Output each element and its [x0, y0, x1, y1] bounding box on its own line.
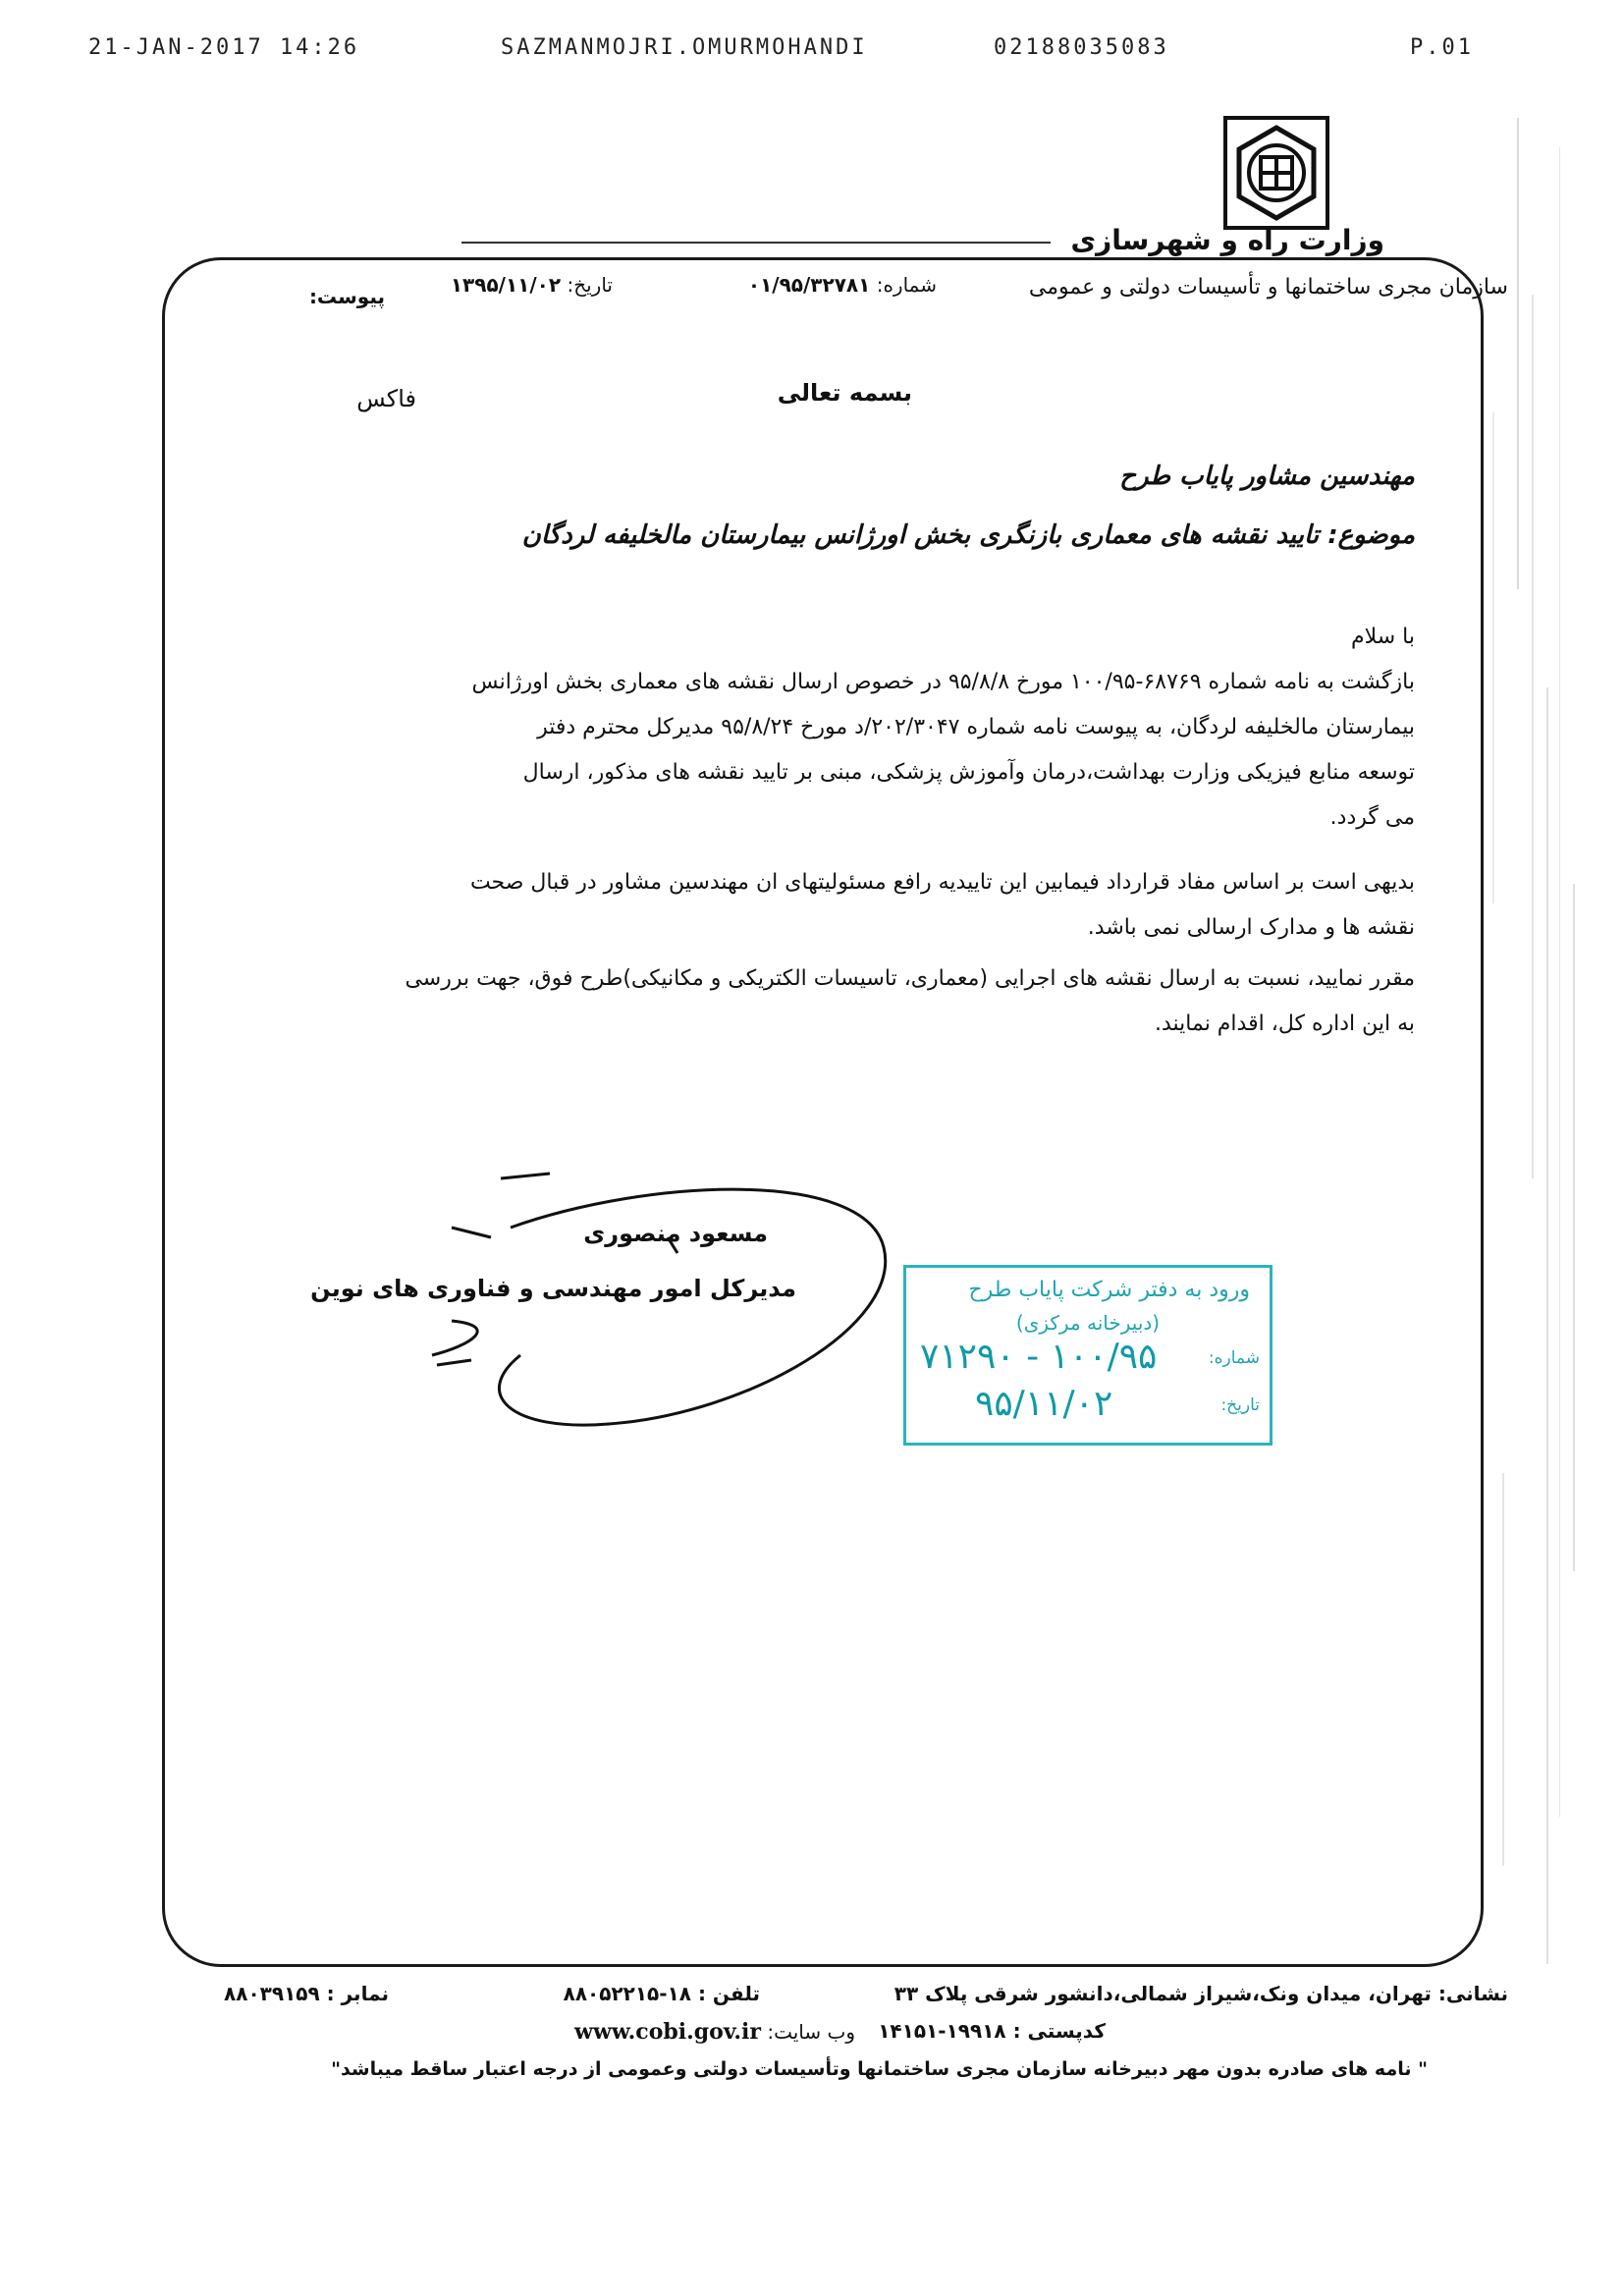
footer-postal-code: کدپستی : ۱۹۹۱۸-۱۴۱۵۱: [878, 2019, 1106, 2043]
ministry-name: وزارت راه و شهرسازی: [1070, 224, 1384, 256]
recipient: مهندسین مشاور پایاب طرح: [1119, 462, 1415, 491]
signatory-title: مدیرکل امور مهندسی و فناوری های نوین: [310, 1275, 796, 1302]
paragraph-line: بازگشت به نامه شماره ۶۸۷۶۹-۱۰۰/۹۵ مورخ ۹۵/۸/۸ در خصوص ارسال نقشه های معماری بخش اورژانس: [471, 670, 1415, 694]
paragraph-line: مقرر نمایید، نسبت به ارسال نقشه های اجرایی (معماری، تاسیسات الکتریکی و مکانیکی)طرح فوق، جهت بررسی: [405, 966, 1415, 991]
stamp-date-value: ۹۵/۱۱/۰۲: [975, 1384, 1113, 1424]
letter-paragraph-1: [197, 660, 1415, 841]
stamp-date-label: تاریخ:: [1220, 1395, 1260, 1415]
letterhead-rule: [461, 242, 1051, 244]
organization-name: سازمان مجری ساختمانها و تأسیسات دولتی و عمومی: [1028, 275, 1508, 300]
paragraph-line: بیمارستان مالخلیفه لردگان، به پیوست نامه شماره ۲۰۲/۳۰۴۷/د مورخ ۹۵/۸/۲۴ مدیرکل محترم دفتر: [537, 715, 1415, 739]
letter-paragraph-3: [197, 957, 1415, 1047]
stamp-line-1: ورود به دفتر شرکت پایاب طرح: [968, 1278, 1250, 1302]
fax-sender: SAZMANMOJRI.OMURMOHANDI: [501, 35, 868, 60]
fax-datetime: 21-JAN-2017 14:26: [88, 35, 360, 60]
letter-date-value: ۱۳۹۵/۱۱/۰۲: [450, 273, 562, 297]
letter-paragraph-2: [197, 860, 1415, 951]
letter-date-label: تاریخ:: [567, 273, 613, 297]
greeting: با سلام: [1350, 625, 1415, 649]
footer-website: [574, 2019, 855, 2045]
received-stamp: [903, 1265, 1272, 1446]
fax-label: فاکس: [356, 385, 416, 412]
attachment-label: پیوست:: [308, 285, 385, 308]
footer-website-label: وب سایت:: [767, 2020, 855, 2044]
signature-scribble: [393, 1159, 943, 1453]
footer-website-url: www.cobi.gov.ir: [574, 2019, 761, 2045]
footer-note: " نامه های صادره بدون مهر دبیرخانه سازمان مجری ساختمانها وتأسیسات دولتی وعمومی از درجه اعتبار ساقط میباشد": [331, 2058, 1428, 2080]
footer-phone: تلفن : ۱۸-۸۸۰۵۲۲۱۵: [563, 1982, 760, 2005]
paragraph-line: به این اداره کل، اقدام نمایند.: [1154, 1011, 1415, 1036]
basmala: بسمه تعالی: [777, 379, 912, 407]
footer-address: نشانی: تهران، میدان ونک،شیراز شمالی،دانشور شرقی پلاک ۳۳: [893, 1982, 1508, 2005]
footer-fax: نمابر : ۸۸۰۳۹۱۵۹: [224, 1982, 389, 2005]
ministry-logo: [1223, 116, 1329, 230]
letter-number-label: شماره:: [876, 273, 937, 297]
fax-page: P.01: [1410, 35, 1474, 60]
paragraph-line: می گردد.: [1329, 805, 1415, 830]
subject: موضوع: تایید نقشه های معماری بازنگری بخش اورژانس بیمارستان مالخلیفه لردگان: [521, 520, 1415, 550]
letter-number-value: ۰۱/۹۵/۳۲۷۸۱: [747, 273, 871, 297]
stamp-line-2: (دبیرخانه مرکزی): [1015, 1311, 1161, 1335]
signatory-name: مسعود منصوری: [583, 1220, 768, 1247]
letter-frame: [162, 257, 1484, 1967]
paragraph-line: توسعه منابع فیزیکی وزارت بهداشت،درمان وآموزش پزشکی، مبنی بر تایید نقشه های مذکور، ارسال: [522, 760, 1415, 785]
fax-phone: 02188035083: [994, 35, 1169, 60]
paragraph-line: بدیهی است بر اساس مفاد قرارداد فیمابین این تاییدیه رافع مسئولیتهای ان مهندسین مشاور در قبال صحت: [469, 870, 1415, 895]
stamp-number-value: ۱۰۰/۹۵ - ۷۱۲۹۰: [920, 1337, 1158, 1377]
stamp-number-label: شماره:: [1208, 1348, 1260, 1368]
paragraph-line: نقشه ها و مدارک ارسالی نمی باشد.: [1087, 915, 1415, 940]
